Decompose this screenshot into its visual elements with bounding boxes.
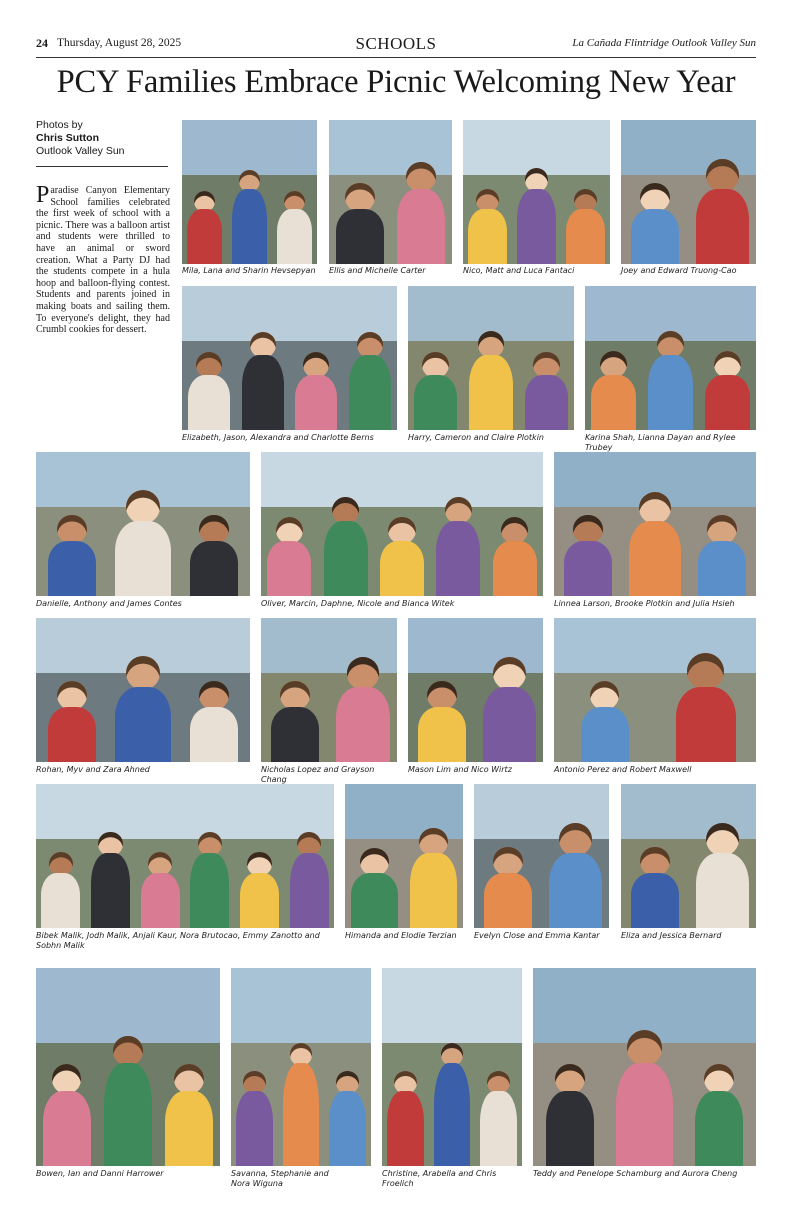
person-figure — [190, 681, 238, 762]
person-head — [640, 183, 670, 213]
person-head — [427, 681, 457, 711]
person-figure — [104, 1036, 152, 1166]
photo-caption: Elizabeth, Jason, Alexandra and Charlotte Berns — [182, 433, 374, 442]
photo-16 — [345, 784, 463, 928]
photo-byline — [36, 119, 168, 158]
person-head — [559, 823, 592, 856]
photo-7 — [585, 286, 756, 430]
person-figure — [629, 492, 682, 596]
person-body — [48, 541, 96, 596]
person-body — [91, 853, 130, 928]
person-figure — [48, 681, 96, 762]
photo-15 — [36, 784, 334, 928]
person-head — [57, 515, 87, 545]
person-head — [493, 847, 523, 877]
person-body — [48, 707, 96, 762]
person-figure — [41, 852, 80, 928]
photo-11 — [36, 618, 250, 762]
person-figure — [695, 1064, 743, 1166]
person-body — [115, 687, 171, 762]
person-figure — [631, 847, 679, 928]
photo-2 — [329, 120, 452, 264]
person-body — [115, 521, 171, 596]
person-body — [480, 1091, 516, 1166]
person-figure — [698, 515, 746, 596]
photo-caption: Savanna, Stephanie and Nora Wiguna — [231, 1169, 329, 1188]
byline-outlet: Outlook Valley Sun — [36, 145, 125, 157]
person-figure — [469, 331, 512, 430]
person-head — [573, 515, 603, 545]
photo-13 — [408, 618, 543, 762]
person-body — [397, 189, 445, 264]
person-head — [706, 159, 739, 192]
person-body — [267, 541, 311, 596]
photo-caption: Teddy and Penelope Schamburg and Aurora Cheng — [533, 1169, 738, 1178]
person-head — [493, 657, 526, 690]
photo-background — [231, 968, 371, 1043]
drop-cap: P — [36, 182, 50, 208]
person-body — [631, 209, 679, 264]
person-figure — [517, 168, 555, 264]
page-number: 24 — [36, 36, 48, 50]
photo-background — [182, 120, 317, 175]
person-head — [714, 351, 742, 379]
photo-caption: Karina Shah, Lianna Dayan and Rylee Trubey — [585, 433, 736, 452]
person-body — [104, 1063, 152, 1166]
photo-caption: Rohan, Myv and Zara Ahned — [36, 765, 150, 774]
person-figure — [48, 515, 96, 596]
person-head — [445, 497, 472, 524]
person-figure — [165, 1064, 213, 1166]
person-figure — [387, 1071, 423, 1166]
person-body — [141, 873, 180, 928]
person-head — [533, 352, 560, 379]
person-body — [436, 521, 480, 596]
photo-caption: Evelyn Close and Emma Kantar — [474, 931, 600, 940]
person-figure — [91, 832, 130, 928]
person-body — [240, 873, 279, 928]
person-figure — [242, 332, 284, 430]
photo-caption: Joey and Edward Truong-Cao — [621, 266, 737, 275]
person-head — [590, 681, 620, 711]
person-figure — [493, 517, 537, 596]
person-body — [616, 1063, 674, 1166]
person-body — [546, 1091, 594, 1166]
person-head — [276, 517, 303, 544]
person-figure — [236, 1071, 272, 1166]
byline-prefix: Photos by — [36, 119, 83, 131]
person-head — [280, 681, 310, 711]
person-figure — [546, 1064, 594, 1166]
person-figure — [480, 1071, 516, 1166]
person-head — [706, 823, 739, 856]
photo-caption: Bowen, Ian and Danni Harrower — [36, 1169, 164, 1178]
person-body — [434, 1063, 470, 1166]
section-title: SCHOOLS — [355, 34, 437, 53]
person-body — [564, 541, 612, 596]
photo-10 — [554, 452, 756, 596]
photo-3 — [463, 120, 610, 264]
person-body — [469, 355, 512, 430]
photo-caption: Antonio Perez and Robert Maxwell — [554, 765, 692, 774]
person-body — [705, 375, 749, 430]
photo-caption: Bibek Malik, Jodh Malik, Anjali Kaur, Nora Brutocao, Emmy Zanotto and Sobhn Malik — [36, 931, 320, 950]
person-figure — [484, 847, 532, 928]
photo-caption: Eliza and Jessica Bernard — [621, 931, 722, 940]
issue-date: Thursday, August 28, 2025 — [57, 37, 182, 49]
person-figure — [418, 681, 466, 762]
person-head — [57, 681, 87, 711]
person-body — [188, 375, 230, 430]
person-figure — [267, 517, 311, 596]
person-figure — [329, 1071, 365, 1166]
person-head — [704, 1064, 734, 1094]
person-head — [707, 515, 737, 545]
person-body — [549, 853, 602, 928]
person-figure — [283, 1043, 319, 1166]
photo-19 — [36, 968, 220, 1166]
person-figure — [324, 497, 368, 596]
photo-caption: Mila, Lana and Sharin Hevsepyan — [182, 266, 316, 275]
person-body — [190, 707, 238, 762]
person-figure — [696, 823, 749, 928]
photo-caption: Linnea Larson, Brooke Plotkin and Julia Hsieh — [554, 599, 735, 608]
person-body — [695, 1091, 743, 1166]
person-body — [414, 375, 457, 430]
person-head — [360, 848, 389, 877]
person-figure — [648, 331, 692, 430]
person-body — [566, 209, 604, 264]
person-body — [525, 375, 568, 430]
person-head — [406, 162, 436, 192]
photo-caption: Ellis and Michelle Carter — [329, 266, 426, 275]
newspaper-name: La Cañada Flintridge Outlook Valley Sun — [572, 37, 756, 49]
photo-caption: Himanda and Elodie Terzian — [345, 931, 457, 940]
person-figure — [410, 828, 456, 928]
person-body — [295, 375, 337, 430]
photo-5 — [182, 286, 397, 430]
person-body — [165, 1091, 213, 1166]
person-body — [283, 1063, 319, 1166]
photo-12 — [261, 618, 397, 762]
person-body — [329, 1091, 365, 1166]
photo-9 — [261, 452, 543, 596]
person-body — [380, 541, 424, 596]
person-body — [41, 873, 80, 928]
person-body — [336, 209, 384, 264]
photo-caption: Danielle, Anthony and James Contes — [36, 599, 182, 608]
person-figure — [676, 653, 736, 762]
person-figure — [616, 1030, 674, 1166]
person-figure — [187, 191, 222, 264]
photo-20 — [231, 968, 371, 1166]
person-figure — [115, 490, 171, 596]
person-body — [517, 189, 555, 264]
person-figure — [232, 170, 267, 264]
person-figure — [468, 189, 506, 264]
photo-1 — [182, 120, 317, 264]
person-body — [190, 541, 238, 596]
photo-background — [36, 784, 334, 839]
person-body — [629, 521, 682, 596]
photo-21 — [382, 968, 522, 1166]
page-header — [36, 34, 756, 56]
person-body — [324, 521, 368, 596]
photo-17 — [474, 784, 609, 928]
byline-rule — [36, 166, 168, 167]
person-body — [277, 209, 312, 264]
person-body — [483, 687, 536, 762]
person-figure — [549, 823, 602, 928]
person-figure — [290, 832, 329, 928]
photo-6 — [408, 286, 574, 430]
person-head — [687, 653, 724, 690]
person-figure — [581, 681, 629, 762]
person-figure — [188, 352, 230, 430]
person-body — [271, 707, 319, 762]
person-body — [242, 355, 284, 430]
story-text — [36, 182, 170, 336]
photo-background — [382, 968, 522, 1043]
person-figure — [525, 352, 568, 430]
person-head — [113, 1036, 143, 1066]
photo-8 — [36, 452, 250, 596]
person-head — [419, 828, 448, 857]
person-head — [199, 515, 229, 545]
person-body — [698, 541, 746, 596]
person-body — [696, 853, 749, 928]
photo-18 — [621, 784, 756, 928]
person-figure — [566, 189, 604, 264]
person-head — [555, 1064, 585, 1094]
person-figure — [705, 351, 749, 430]
person-body — [676, 687, 736, 762]
photo-caption: Harry, Cameron and Claire Plotkin — [408, 433, 544, 442]
person-head — [501, 517, 528, 544]
person-head — [126, 656, 160, 690]
person-body — [410, 853, 456, 928]
person-figure — [336, 183, 384, 264]
person-head — [639, 492, 672, 525]
person-figure — [271, 681, 319, 762]
person-body — [336, 687, 389, 762]
person-figure — [190, 832, 229, 928]
person-body — [591, 375, 635, 430]
person-head — [388, 517, 415, 544]
photo-caption: Mason Lim and Nico Wirtz — [408, 765, 512, 774]
person-figure — [43, 1064, 91, 1166]
person-head — [345, 183, 375, 213]
person-body — [493, 541, 537, 596]
person-head — [52, 1064, 82, 1094]
photo-caption: Nico, Matt and Luca Fantaci — [463, 266, 575, 275]
person-figure — [190, 515, 238, 596]
person-head — [627, 1030, 663, 1066]
person-head — [332, 497, 359, 524]
person-body — [696, 189, 749, 264]
person-head — [199, 681, 229, 711]
person-head — [422, 352, 449, 379]
person-head — [126, 490, 160, 524]
person-figure — [414, 352, 457, 430]
person-body — [190, 853, 229, 928]
photo-background — [36, 968, 220, 1043]
person-body — [290, 853, 329, 928]
person-body — [43, 1091, 91, 1166]
person-body — [484, 873, 532, 928]
person-body — [631, 873, 679, 928]
person-body — [232, 189, 267, 264]
person-figure — [591, 351, 635, 430]
person-figure — [434, 1043, 470, 1166]
person-head — [600, 351, 628, 379]
photo-background — [463, 120, 610, 175]
photo-background — [261, 452, 543, 507]
person-body — [236, 1091, 272, 1166]
photo-caption: Christine, Arabella and Chris Froelich — [382, 1169, 497, 1188]
person-figure — [564, 515, 612, 596]
person-body — [387, 1091, 423, 1166]
photo-caption: Oliver, Marcin, Daphne, Nicole and Bianca Witek — [261, 599, 455, 608]
person-figure — [696, 159, 749, 264]
person-figure — [141, 852, 180, 928]
person-body — [187, 209, 222, 264]
story-body: aradise Canyon Elementary School families celebrated the first week of school with a picnic. There was a balloon artist and students were thrilled to have an animal or sword creation. What a Party DJ had the students compete in a hula hoop and balloon-flying contest. Students and parents joined in making boats and sailing them. To everyone's delight, they had Crumbl cookies for dessert. — [36, 185, 170, 336]
person-head — [347, 657, 380, 690]
person-head — [657, 331, 685, 359]
person-figure — [115, 656, 171, 762]
photo-4 — [621, 120, 756, 264]
person-figure — [240, 852, 279, 928]
person-body — [468, 209, 506, 264]
person-figure — [336, 657, 389, 762]
person-head — [174, 1064, 204, 1094]
photo-22 — [533, 968, 756, 1166]
person-body — [349, 355, 391, 430]
person-figure — [380, 517, 424, 596]
person-figure — [295, 352, 337, 430]
person-figure — [631, 183, 679, 264]
headline: PCY Families Embrace Picnic Welcoming New Year — [56, 64, 736, 100]
person-figure — [277, 191, 312, 264]
photo-caption: Nicholas Lopez and Grayson Chang — [261, 765, 375, 784]
person-body — [648, 355, 692, 430]
person-figure — [349, 332, 391, 430]
person-figure — [483, 657, 536, 762]
person-body — [351, 873, 397, 928]
person-head — [640, 847, 670, 877]
person-head — [478, 331, 505, 358]
byline-name: Chris Sutton — [36, 132, 99, 144]
person-body — [581, 707, 629, 762]
person-figure — [436, 497, 480, 596]
person-body — [418, 707, 466, 762]
header-rule — [36, 57, 756, 58]
person-figure — [397, 162, 445, 264]
person-figure — [351, 848, 397, 928]
photo-14 — [554, 618, 756, 762]
